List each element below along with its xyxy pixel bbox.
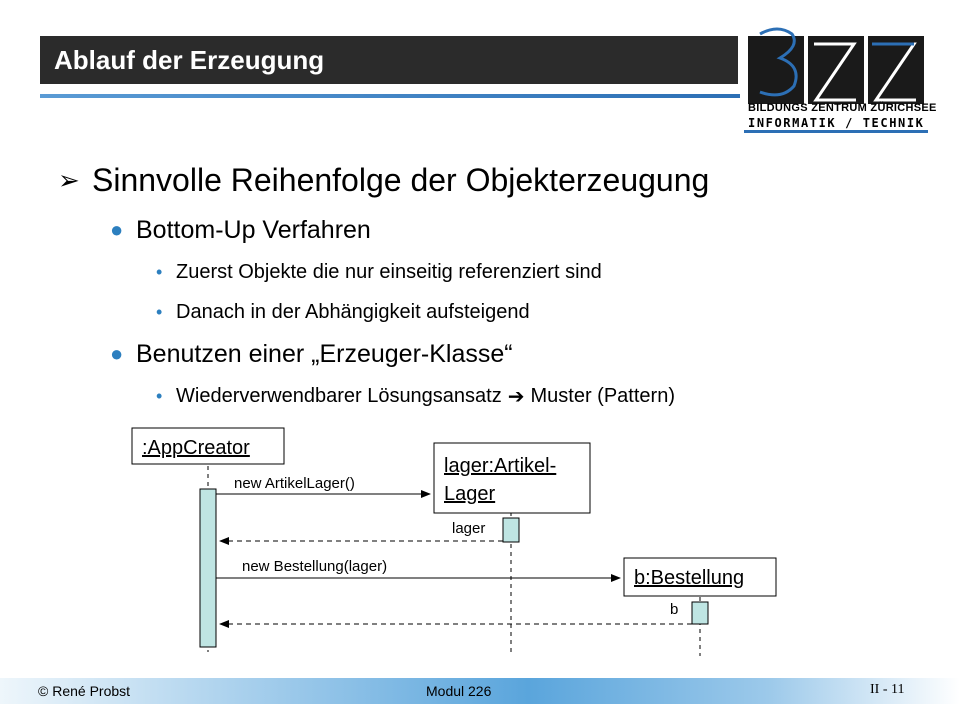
footer-module: Modul 226 [426,683,492,699]
detail-bullet-text: Danach in der Abhängigkeit aufsteigend [176,300,530,323]
logo-department: INFORMATIK / TECHNIK [748,116,925,130]
activation-appcreator [200,489,216,647]
sub-bullet-text: Benutzen einer „Erzeuger-Klasse“ [136,339,513,368]
actor-lager-label-line2: Lager [444,483,496,505]
message-new-bestellung-label: new Bestellung(lager) [242,558,388,575]
actor-appcreator [132,428,284,464]
return-b-label: b [670,601,679,618]
detail-bullet-text: Wiederverwendbarer Lösungsansatz [176,384,502,407]
small-dot-icon: • [156,261,163,282]
return-lager-label: lager [452,520,486,537]
detail-bullet-text: Zuerst Objekte die nur einseitig referenziert sind [176,260,602,283]
footer-author: © René Probst [38,683,131,699]
arrow-bullet-icon: ➢ [58,164,80,195]
actor-bestellung [624,558,776,596]
activation-bestellung [692,602,708,624]
right-arrow-icon: ➔ [507,385,525,408]
actor-lager [434,443,590,513]
dot-bullet-icon: ● [110,217,124,242]
logo-subtitle: BILDUNGS ZENTRUM ZÜRICHSEE [748,102,937,114]
message-new-artikellager-label: new ArtikelLager() [234,475,355,492]
detail-bullet-text-tail: Muster (Pattern) [530,384,675,407]
dot-bullet-icon: ● [110,341,124,366]
actor-bestellung-label: b:Bestellung [634,567,745,589]
small-dot-icon: • [156,385,163,406]
activation-lager [503,518,519,542]
slide-title: Ablauf der Erzeugung [54,44,325,75]
footer-page-number: II - 11 [870,682,905,697]
main-bullet-text: Sinnvolle Reihenfolge der Objekterzeugung [92,161,710,198]
small-dot-icon: • [156,301,163,322]
sub-bullet-text: Bottom-Up Verfahren [136,215,371,244]
actor-appcreator-label: :AppCreator [142,437,250,459]
actor-lager-label-line1: lager:Artikel- [444,455,557,477]
